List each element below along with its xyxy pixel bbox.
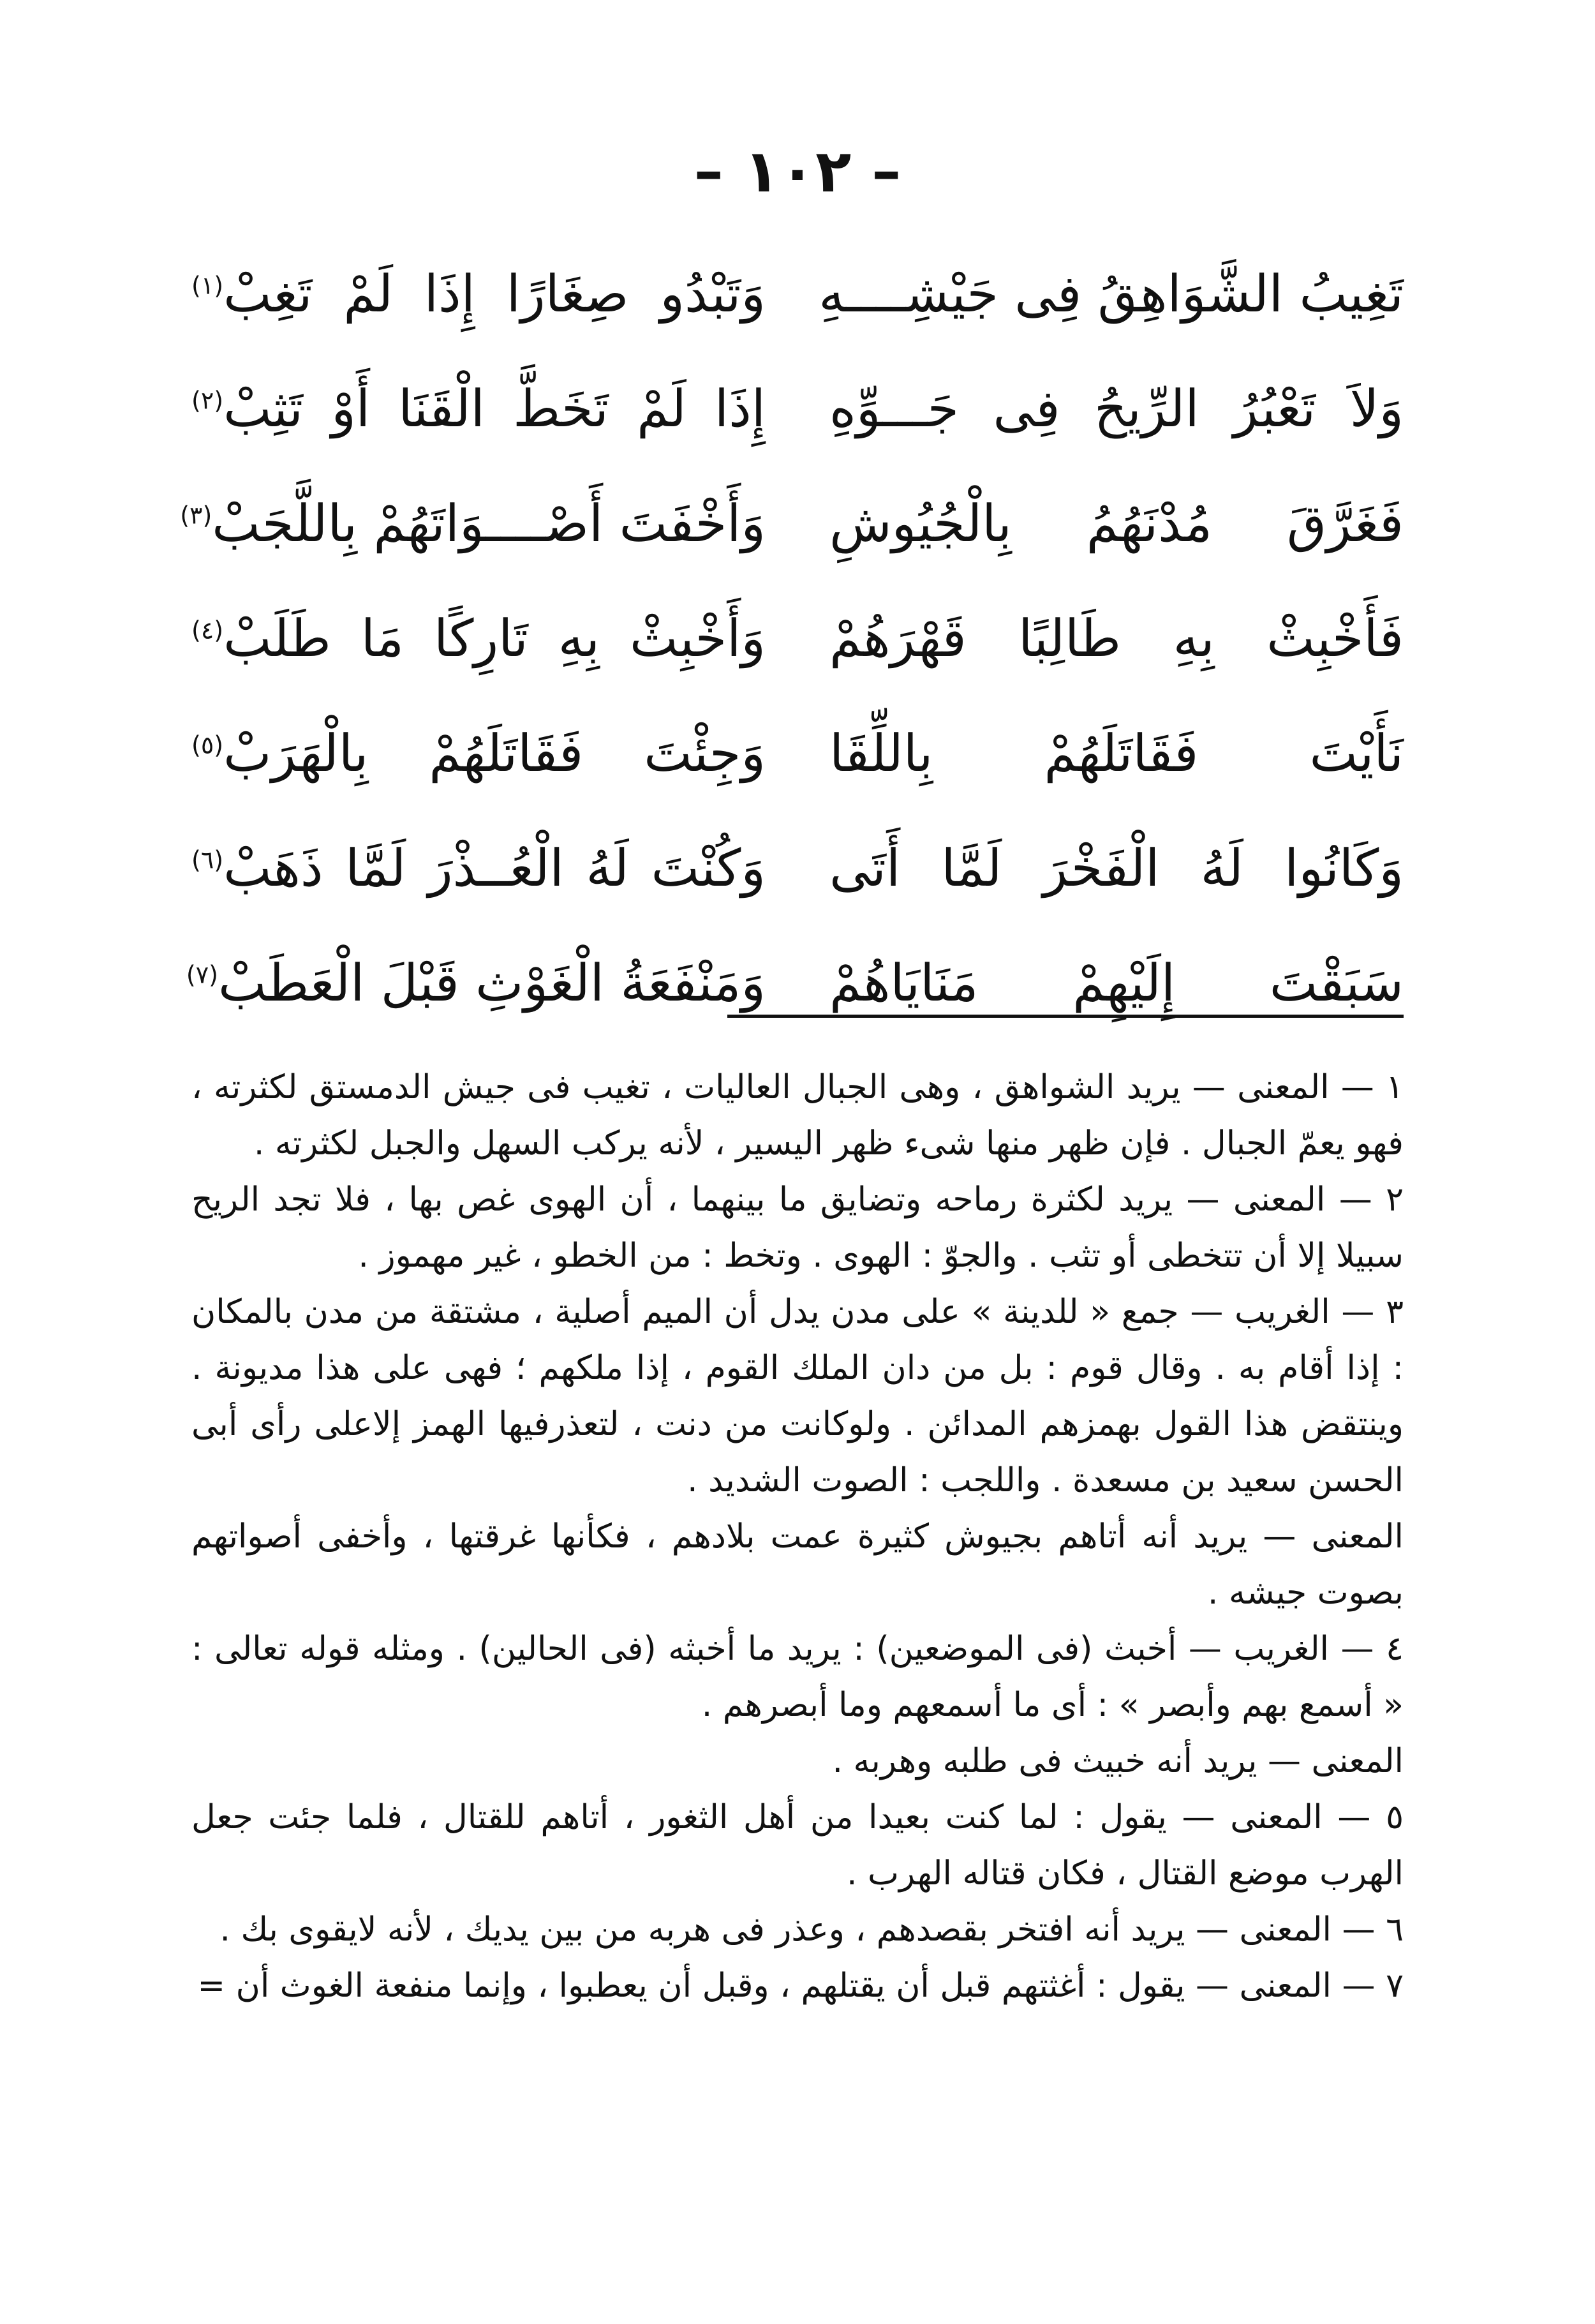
poem-verses	[180, 236, 1404, 1040]
footnotes	[191, 1059, 1404, 2014]
footnote-2: ٢ — المعنى — يريد لكثرة رماحه وتضايق ما بينهما ، أن الهوى غص بها ، فلا تجد الريح سبيلا إلا أن تتخطى أو تثب . والجوّ : الهوى . وتخط : من الخطو ، غير مهموز .	[191, 1181, 1404, 1275]
footnote-6: ٦ — المعنى — يريد أنه افتخر بقصدهم ، وعذر فى هربه من بين يديك ، لأنه لايقوى بك .	[219, 1911, 1404, 1949]
verse-first-hemistich: نَأَيْتَ فَقَاتَلَهُمْ بِاللِّقَا	[829, 723, 1404, 783]
verse-line	[191, 236, 1404, 351]
verse-second-text: وَمَنْفَعَةُ الْغَوْثِ قَبْلَ الْعَطَبْ	[218, 953, 766, 1013]
verse-first-hemistich: وَلاَ تَعْبُرُ الرِّيحُ فِى جَـــوِّهِ	[829, 378, 1404, 438]
footnote-marker: (٧)	[186, 960, 218, 988]
footnote-5: ٥ — المعنى — يقول : لما كنت بعيدا من أهل الثغور ، أتاهم للقتال ، فلما جئت جعل الهرب موضع القتال ، فكان قتاله الهرب .	[191, 1798, 1404, 1893]
footnote-marker: (١)	[191, 271, 224, 299]
footnote-marker: (٣)	[180, 500, 212, 529]
footnote-marker: (٦)	[191, 845, 224, 874]
verse-first-hemistich: فَغَرَّقَ مُدْنَهُمُ بِالْجُيُوشِ	[829, 493, 1404, 553]
verse-first-hemistich: فَأَخْبِثْ بِهِ طَالِبًا قَهْرَهُمْ	[829, 608, 1404, 668]
footnote-marker: (٤)	[191, 615, 224, 644]
verse-second-text: وَجِئْتَ فَقَاتَلَهُمْ بِالْهَرَبْ	[223, 723, 766, 783]
verse-first-hemistich: تَغِيبُ الشَّوَاهِقُ فِى جَيْشِــــهِ	[819, 264, 1404, 324]
footnote-4-meaning: المعنى — يريد أنه خبيث فى طلبه وهربه .	[832, 1742, 1404, 1780]
verse-second-hemistich	[191, 609, 766, 668]
verse-second-hemistich	[191, 724, 766, 783]
verse-second-text: وَتَبْدُو صِغَارًا إِذَا لَمْ تَغِبْ	[223, 264, 766, 324]
verse-line	[191, 696, 1404, 810]
verse-first-hemistich: وَكَانُوا لَهُ الْفَخْرَ لَمَّا أَتَى	[829, 838, 1404, 898]
verse-first-hemistich: سَبَقْتَ إِلَيْهِمْ مَنَايَاهُمْ	[829, 953, 1404, 1013]
footnote-marker: (٢)	[191, 385, 224, 414]
footnote-7: ٧ — المعنى — يقول : أغثتهم قبل أن يقتلهم ، وقبل أن يعطبوا ، وإنما منفعة الغوث أن =	[197, 1967, 1404, 2005]
footnote-3-meaning: المعنى — يريد أنه أتاهم بجيوش كثيرة عمت بلادهم ، فكأنها غرقتها ، وأخفى أصواتهم بصوت جيشه .	[191, 1517, 1404, 1612]
footnote-4: ٤ — الغريب — أخبث (فى الموضعين) : يريد ما أخبثه (فى الحالين) . ومثله قوله تعالى : « أسمع بهم وأبصر » : أى ما أسمعهم وما أبصرهم .	[191, 1630, 1404, 1724]
verse-second-hemistich	[180, 493, 766, 553]
verse-line	[180, 466, 1404, 581]
verse-second-hemistich	[191, 264, 766, 324]
footnote-marker: (٥)	[191, 730, 224, 759]
page-number: – ١٠٢ –	[694, 137, 901, 205]
verse-second-hemistich	[191, 838, 766, 898]
verse-second-text: وَأَخْبِثْ بِهِ تَارِكًا مَا طَلَبْ	[223, 608, 766, 668]
verse-line	[191, 810, 1404, 925]
verse-line	[191, 351, 1404, 466]
verse-line	[191, 581, 1404, 696]
verse-second-hemistich	[186, 953, 766, 1013]
verse-line	[186, 925, 1404, 1040]
verse-second-hemistich	[191, 379, 766, 438]
verse-second-text: وَأَخْفَتَ أَصْــــوَاتَهُمْ بِاللَّجَبْ	[212, 493, 766, 553]
verse-second-text: وَكُنْتَ لَهُ الْعُــذْرَ لَمَّا ذَهَبْ	[223, 838, 766, 898]
footnote-separator	[727, 1015, 1404, 1018]
footnote-3: ٣ — الغريب — جمع « للدينة » على مدن يدل أن الميم أصلية ، مشتقة من مدن بالمكان : إذا أقام به . وقال قوم : بل من دان الملك القوم ، إذا ملكهم ؛ فهى على هذا مديونة . وينتقض هذا القول بهمزهم المدائن . ولوكانت من دنت ، لتعذرفيها الهمز إلاعلى رأى أبى الحسن سعيد بن مسعدة . واللجب : الصوت الشديد .	[191, 1293, 1404, 1500]
verse-second-text: إِذَا لَمْ تَخَطَّ الْقَنَا أَوْ تَثِبْ	[223, 378, 766, 438]
footnote-1: ١ — المعنى — يريد الشواهق ، وهى الجبال العاليات ، تغيب فى جيش الدمستق لكثرته ، فهو يعمّ الجبال . فإن ظهر منها شىء ظهر اليسير ، لأنه يركب السهل والجبل لكثرته .	[191, 1068, 1404, 1163]
